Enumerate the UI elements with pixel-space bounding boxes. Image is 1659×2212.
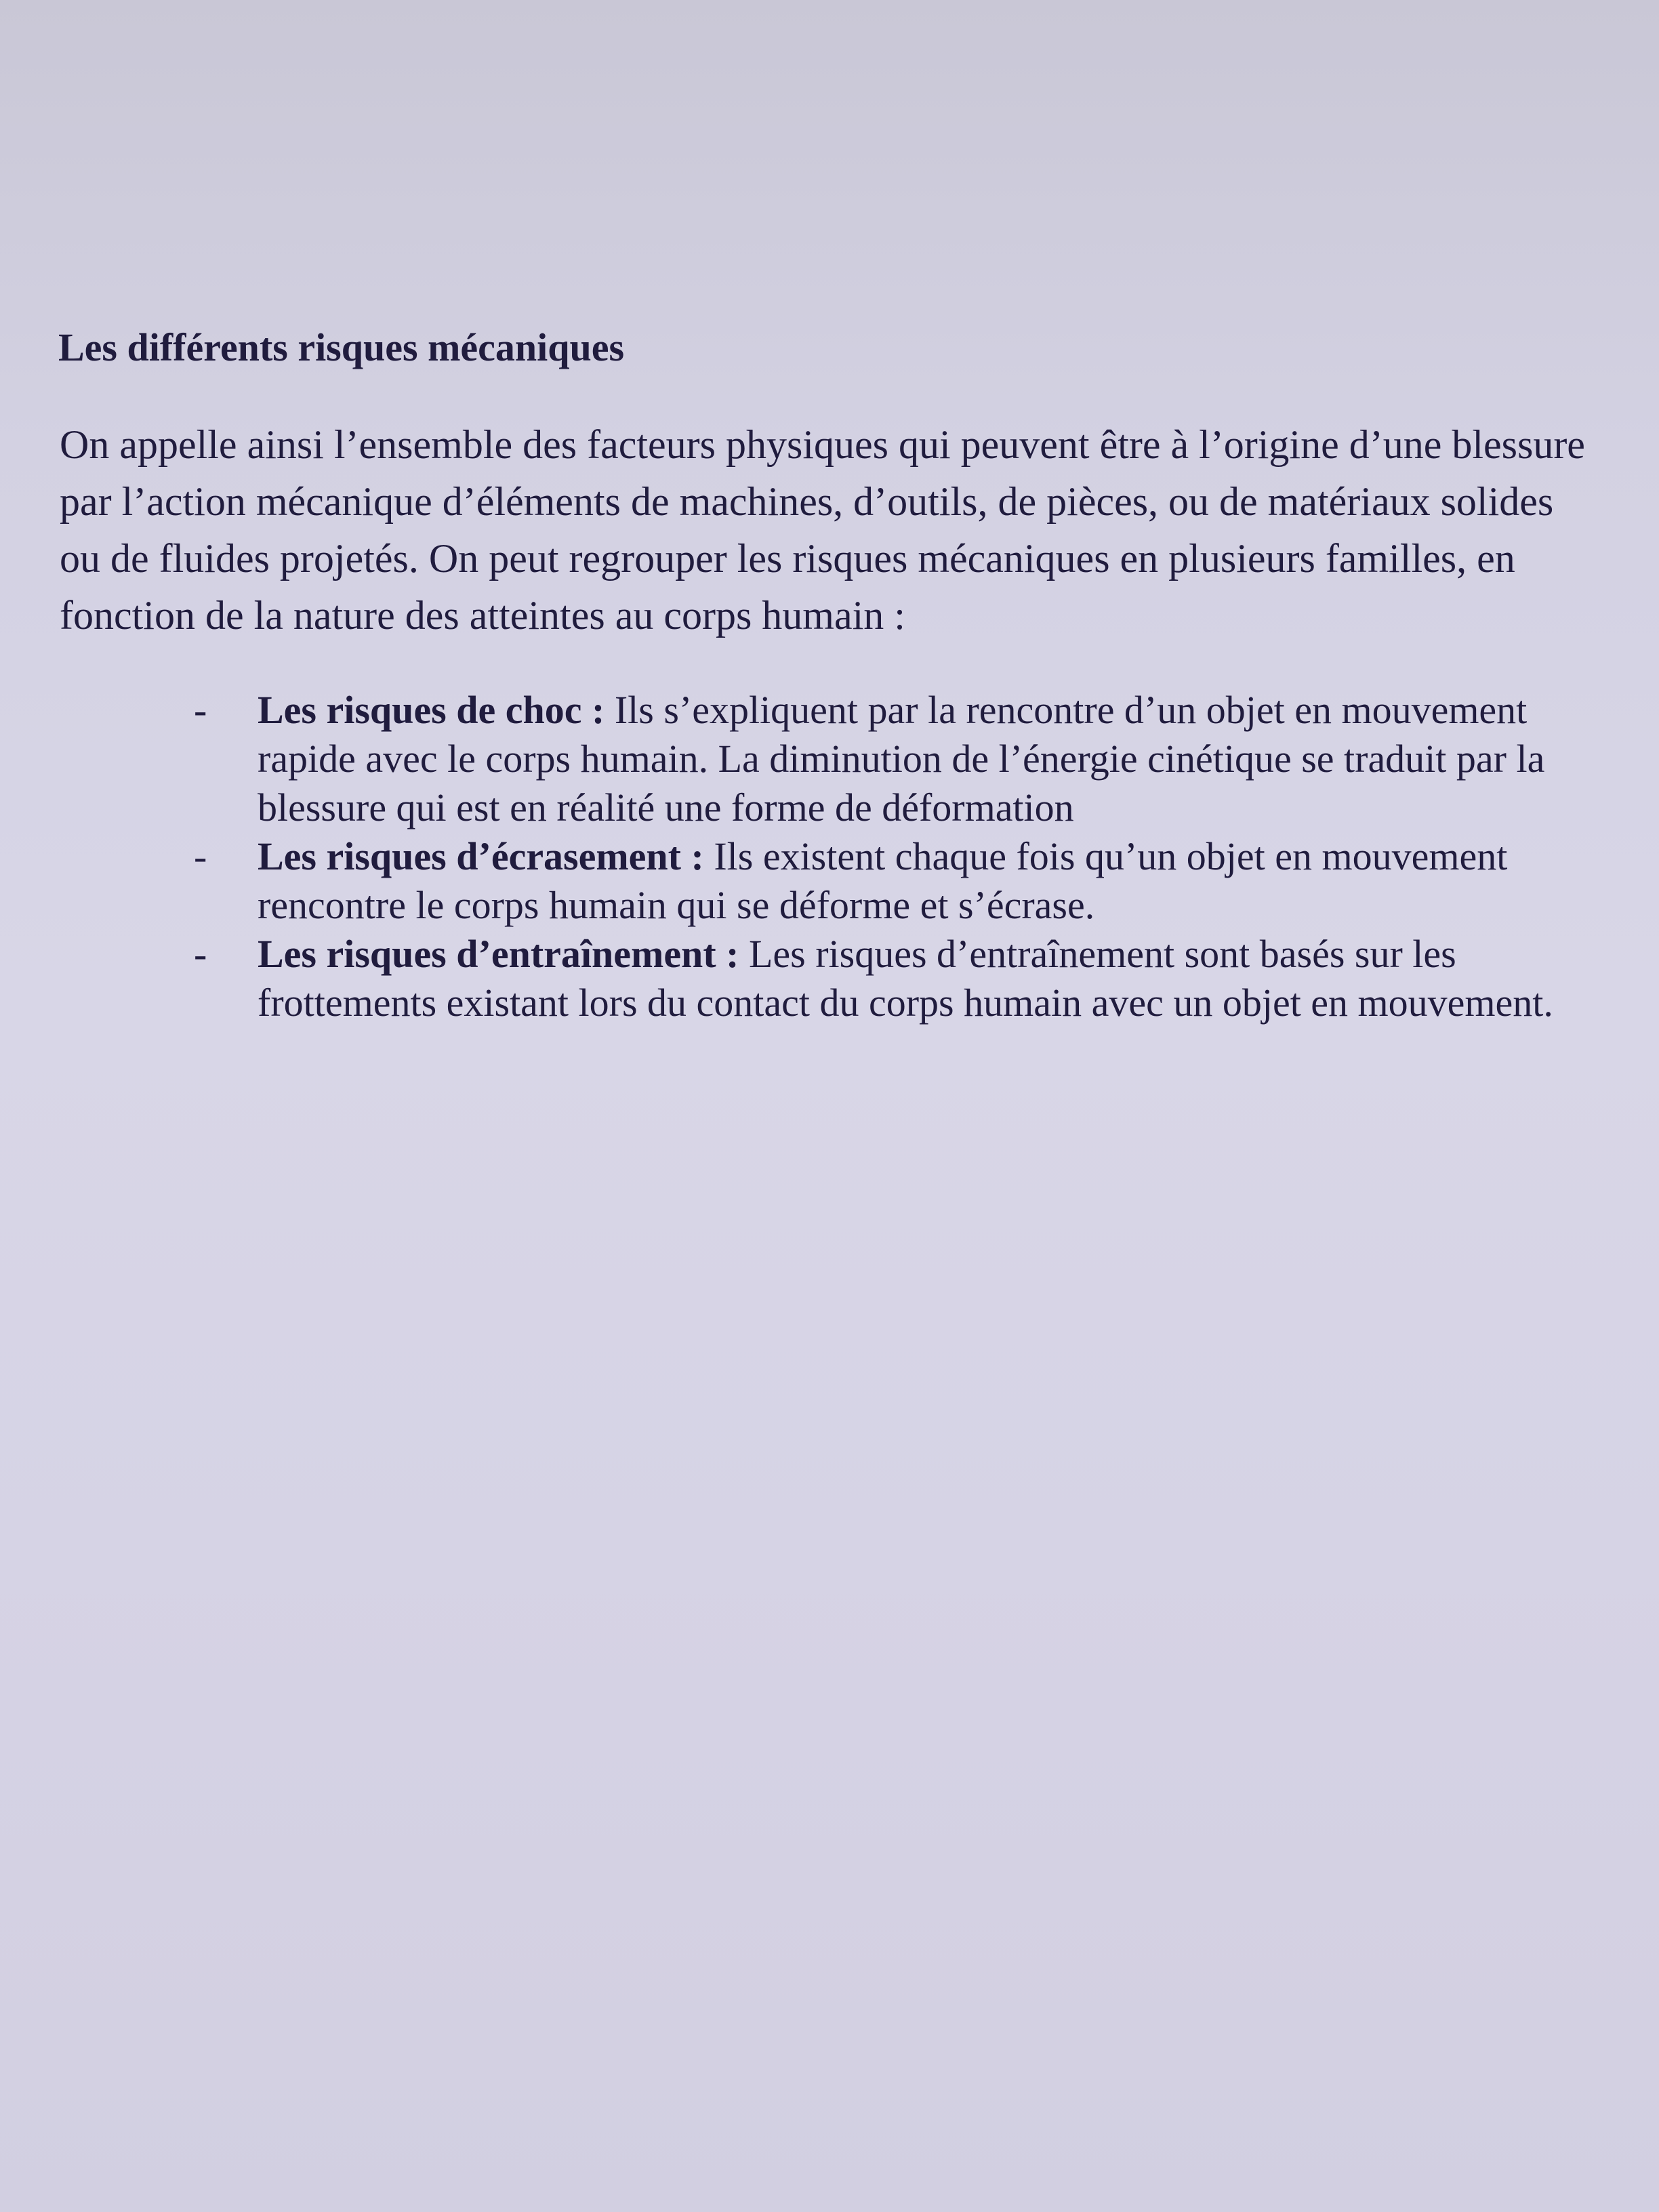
- risk-term: Les risques de choc :: [258, 688, 605, 732]
- risk-line: rencontre le corps humain qui se déforme et s’écrase.: [258, 883, 1095, 927]
- risk-line: [258, 930, 1647, 979]
- risk-description: Ils s’expliquent par la rencontre d’un objet en mouvement: [614, 688, 1528, 732]
- risk-line: [258, 686, 1647, 735]
- risk-list: [183, 686, 1647, 1027]
- intro-line: par l’action mécanique d’éléments de machines, d’outils, de pièces, ou de matériaux solides: [60, 479, 1554, 524]
- bullet-dash: -: [194, 834, 207, 878]
- risk-term: Les risques d’écrasement :: [258, 834, 704, 878]
- intro-line: On appelle ainsi l’ensemble des facteurs physiques qui peuvent être à l’origine d’une blessure: [60, 422, 1585, 467]
- risk-item-ecrasement: [183, 832, 1647, 930]
- risk-item-entrainement: [183, 930, 1647, 1027]
- risk-line: frottements existant lors du contact du corps humain avec un objet en mouvement.: [258, 981, 1553, 1025]
- risk-description: Ils existent chaque fois qu’un objet en mouvement: [714, 834, 1508, 878]
- risk-line: [258, 832, 1647, 881]
- risk-term: Les risques d’entraînement :: [258, 932, 739, 976]
- risk-description: Les risques d’entraînement sont basés sur les: [748, 932, 1456, 976]
- document-heading: Les différents risques mécaniques: [58, 325, 625, 369]
- risk-line: blessure qui est en réalité une forme de déformation: [258, 785, 1074, 830]
- intro-line: ou de fluides projetés. On peut regrouper les risques mécaniques en plusieurs familles, en: [60, 536, 1515, 581]
- intro-line: fonction de la nature des atteintes au corps humain :: [60, 593, 905, 638]
- risk-item-choc: [183, 686, 1647, 832]
- intro-paragraph: [60, 416, 1645, 644]
- bullet-dash: -: [194, 932, 207, 976]
- bullet-dash: -: [194, 688, 207, 732]
- risk-line: rapide avec le corps humain. La diminution de l’énergie cinétique se traduit par la: [258, 737, 1545, 781]
